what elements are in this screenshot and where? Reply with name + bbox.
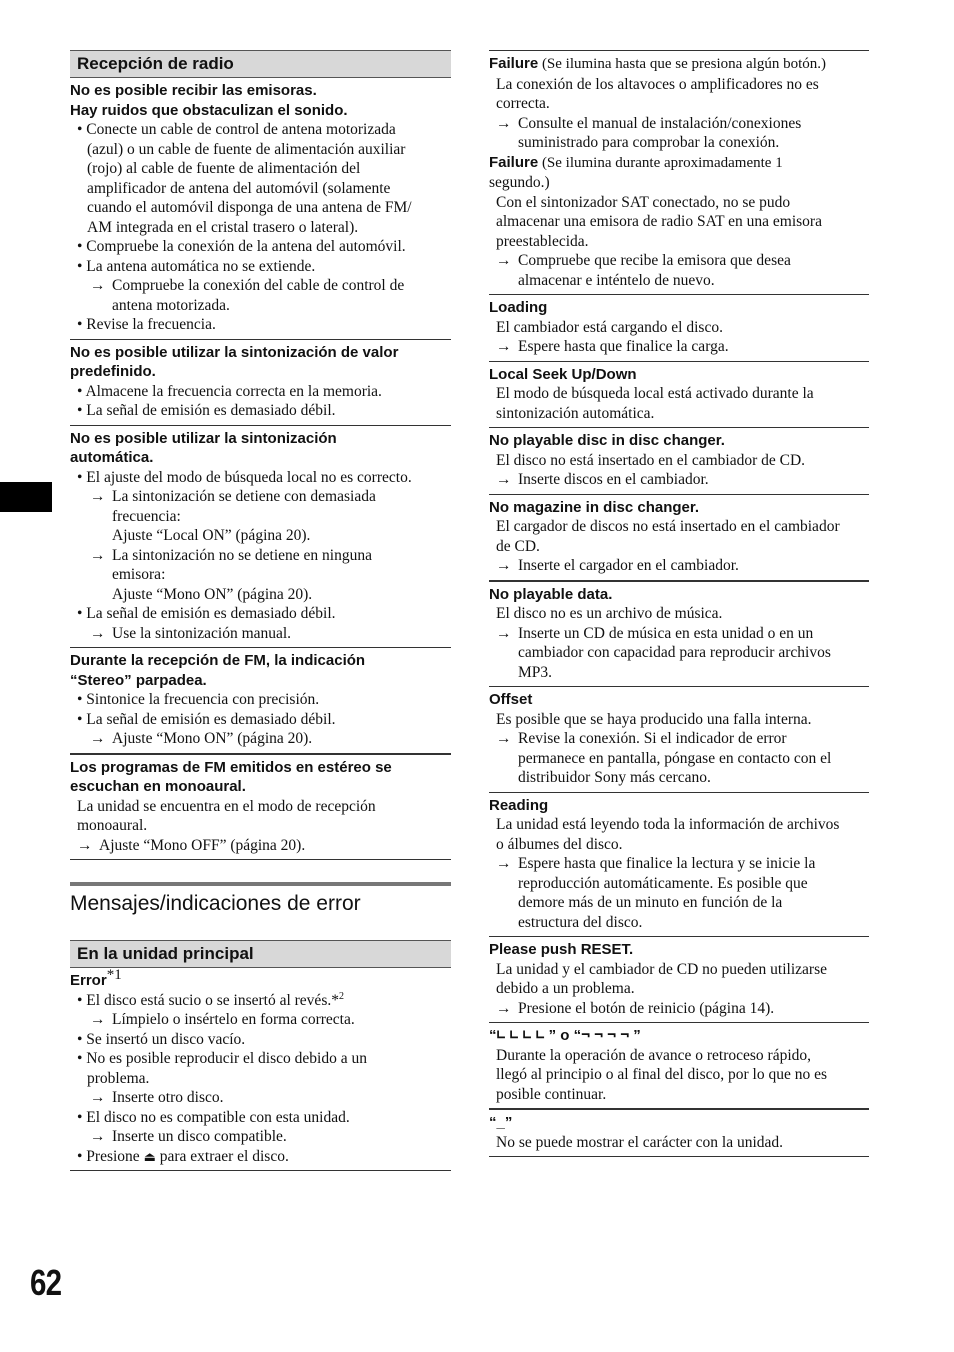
bullet-text: • Revise la frecuencia.	[77, 316, 216, 333]
block-heading: Loading	[489, 299, 548, 316]
arrow-text: → Inserte un disco compatible.	[90, 1128, 287, 1145]
text-line: La unidad está leyendo toda la información de archivos	[496, 816, 840, 833]
block-heading: “∟∟∟∟” o “¬¬¬¬”	[489, 1026, 641, 1044]
stereo-blink-block	[70, 648, 451, 754]
text-line: Ajuste “Mono ON” (página 20).	[112, 585, 313, 603]
mono-block	[70, 754, 451, 861]
local-seek-block	[489, 362, 869, 429]
text-line: frecuencia:	[112, 507, 181, 525]
text-line: cambiador con capacidad para reproducir archivos	[518, 644, 831, 661]
text-line: La unidad se encuentra en el modo de recepción	[77, 797, 376, 815]
errors-section-title: Mensajes/indicaciones de error	[70, 882, 451, 918]
page-number: 62	[30, 1262, 62, 1303]
arrow-text: → Compruebe que recibe la emisora que desea	[496, 252, 791, 269]
text-line: No se puede mostrar el carácter con la unidad.	[496, 1133, 784, 1151]
arrow-text: → Inserte el cargador en el cambiador.	[496, 557, 739, 574]
arrow-icon: →	[496, 471, 512, 488]
bullet-text: • La señal de emisión es demasiado débil.	[77, 605, 336, 622]
text-line: estructura del disco.	[518, 913, 643, 931]
no-magazine-block	[489, 495, 869, 581]
arrow-icon: →	[496, 730, 512, 747]
arrow-icon: →	[496, 557, 512, 574]
no-stations-block	[70, 78, 451, 340]
block-heading: Failure (Se ilumina hasta que se presiona algún botón.)	[489, 55, 827, 72]
block-heading: No magazine in disc changer.	[489, 498, 700, 516]
text-line: cuando el automóvil disponga de una antena de FM/	[87, 199, 412, 216]
text-line: permanece en pantalla, póngase en contacto con el	[518, 749, 832, 767]
text-line: posible continuar.	[496, 1085, 607, 1103]
bullet-text: • La antena automática no se extiende.	[77, 257, 316, 275]
bullet-text: • No es posible reproducir el disco debido a un	[77, 1050, 367, 1067]
eject-icon: ⏏	[143, 1148, 156, 1164]
text-line: sintonización automática.	[496, 404, 655, 422]
block-heading: No es posible utilizar la sintonización	[70, 429, 337, 447]
text-line: (rojo) al cable de fuente de alimentación del	[87, 160, 361, 177]
bullet-text: • Compruebe la conexión de la antena del automóvil.	[77, 238, 406, 255]
offset-block	[489, 687, 869, 793]
text-line: Ajuste “Local ON” (página 20).	[112, 527, 311, 544]
text-line: El disco no es un archivo de música.	[496, 605, 723, 622]
arrow-text: → Ajuste “Mono OFF” (página 20).	[77, 836, 306, 854]
block-heading: “_”	[489, 1114, 513, 1131]
auto-tuning-block	[70, 426, 451, 649]
block-heading: Los programas de FM emitidos en estéreo se	[70, 758, 392, 776]
arrow-text: → Revise la conexión. Si el indicador de error	[496, 730, 787, 747]
block-heading: No es posible utilizar la sintonización de valor	[70, 343, 399, 361]
segment-display-high: ¬¬¬¬	[581, 1026, 634, 1044]
arrow-icon: →	[90, 1089, 106, 1106]
block-heading: Durante la recepción de FM, la indicación	[70, 652, 366, 669]
reading-block	[489, 793, 869, 938]
bullet-text: • Presione ⏏ para extraer el disco.	[77, 1147, 289, 1165]
arrow-icon: →	[90, 546, 106, 564]
bullet-text: • El disco no es compatible con esta unidad.	[77, 1108, 350, 1126]
arrow-icon: →	[90, 624, 106, 642]
arrow-text: → Inserte un CD de música en esta unidad o en un	[496, 624, 814, 642]
block-heading: No playable disc in disc changer.	[489, 432, 725, 449]
arrow-text: → Espere hasta que finalice la carga.	[496, 338, 729, 355]
block-heading: “Stereo” parpadea.	[70, 671, 207, 689]
text-line: amplificador de antena del automóvil (solamente	[87, 179, 391, 197]
error-block	[70, 968, 451, 1171]
text-line: debido a un problema.	[496, 980, 635, 997]
text-line: (azul) o un cable de fuente de alimentación auxiliar	[87, 140, 406, 158]
text-line: Durante la operación de avance o retroceso rápido,	[496, 1046, 812, 1064]
arrow-text: → Compruebe la conexión del cable de control de	[90, 277, 405, 294]
text-line: demore más de un minuto en función de la	[518, 894, 783, 911]
please-reset-block	[489, 937, 869, 1023]
block-heading: Hay ruidos que obstaculizan el sonido.	[70, 101, 348, 119]
text-line: distribuidor Sony más cercano.	[518, 769, 711, 786]
bullet-text: • Conecte un cable de control de antena motorizada	[77, 121, 396, 138]
text-line: Con el sintonizador SAT conectado, no se pudo	[496, 193, 791, 211]
arrow-text: → Inserte discos en el cambiador.	[496, 471, 709, 488]
block-heading: Reading	[489, 796, 549, 814]
unprintable-char-block	[489, 1109, 869, 1157]
text-line: La unidad y el cambiador de CD no pueden utilizarse	[496, 960, 827, 978]
text-line: AM integrada en el cristal trasero o lateral).	[87, 218, 359, 236]
block-heading: Failure (Se ilumina durante aproximadamente 1	[489, 153, 783, 171]
text-line: antena motorizada.	[112, 296, 230, 314]
failure-block-1	[489, 50, 869, 295]
arrow-icon: →	[496, 114, 512, 132]
text-line: MP3.	[518, 663, 553, 681]
text-line: emisora:	[112, 566, 166, 583]
arrow-text: → La sintonización no se detiene en ninguna	[90, 546, 372, 564]
block-heading: Error*1	[70, 967, 122, 989]
arrow-icon: →	[90, 730, 106, 747]
block-heading: predefinido.	[70, 363, 156, 380]
text-line: almacenar una emisora de radio SAT en una emisora	[496, 213, 822, 230]
text-line: El cargador de discos no está insertado en el cambiador	[496, 518, 840, 535]
text-line: de CD.	[496, 537, 540, 555]
arrow-icon: →	[496, 624, 512, 642]
block-heading: No playable data.	[489, 585, 613, 603]
block-heading: No es posible recibir las emisoras.	[70, 82, 317, 99]
text-line: suministrado para comprobar la conexión.	[518, 134, 780, 151]
bullet-text: • El ajuste del modo de búsqueda local no es correcto.	[77, 468, 412, 486]
text-line: El modo de búsqueda local está activado durante la	[496, 385, 814, 402]
preset-tuning-block	[70, 340, 451, 426]
arrow-text: → Consulte el manual de instalación/conexiones	[496, 114, 802, 132]
bullet-text: • La señal de emisión es demasiado débil.	[77, 710, 336, 728]
radio-section-header: Recepción de radio	[70, 50, 451, 78]
disc-end-block	[489, 1023, 869, 1109]
block-heading: escuchan en monoaural.	[70, 778, 246, 795]
text-line: correcta.	[496, 95, 550, 112]
block-heading: Local Seek Up/Down	[489, 365, 637, 383]
text-line: El cambiador está cargando el disco.	[496, 318, 723, 336]
arrow-text: → Espere hasta que finalice la lectura y se inicie la	[496, 855, 816, 872]
text-line: segundo.)	[489, 174, 550, 191]
text-line: llegó al principio o al final del disco, por lo que no es	[496, 1066, 828, 1083]
arrow-icon: →	[496, 252, 512, 269]
arrow-icon: →	[90, 1128, 106, 1145]
loading-block	[489, 295, 869, 362]
text-line: preestablecida.	[496, 232, 589, 250]
arrow-text: → La sintonización se detiene con demasiada	[90, 488, 376, 505]
arrow-icon: →	[90, 488, 106, 505]
arrow-text: → Inserte otro disco.	[90, 1089, 224, 1106]
arrow-text: → Límpielo o insértelo en forma correcta.	[90, 1011, 355, 1028]
text-line: o álbumes del disco.	[496, 835, 623, 853]
arrow-icon: →	[496, 855, 512, 872]
left-column	[70, 50, 451, 1171]
no-playable-data-block	[489, 581, 869, 688]
block-heading: Please push RESET.	[489, 941, 634, 958]
bullet-text: • Se insertó un disco vacío.	[77, 1030, 246, 1048]
arrow-icon: →	[496, 999, 512, 1017]
arrow-text: → Presione el botón de reinicio (página 14).	[496, 999, 775, 1017]
text-line: Es posible que se haya producido una falla interna.	[496, 710, 812, 728]
arrow-icon: →	[90, 277, 106, 294]
block-heading: Offset	[489, 691, 533, 708]
bullet-text: • La señal de emisión es demasiado débil.	[77, 402, 336, 419]
text-line: reproducción automáticamente. Es posible que	[518, 874, 808, 892]
text-line: almacenar e inténtelo de nuevo.	[518, 271, 715, 289]
section-tab-marker	[0, 482, 52, 512]
bullet-text: • El disco está sucio o se insertó al revés.*$^2$	[77, 990, 344, 1009]
text-line: El disco no está insertado en el cambiador de CD.	[496, 451, 806, 469]
block-heading: automática.	[70, 449, 154, 466]
no-playable-disc-block	[489, 428, 869, 495]
arrow-text: → Use la sintonización manual.	[90, 624, 292, 642]
text-line: monoaural.	[77, 817, 148, 834]
main-unit-header: En la unidad principal	[70, 940, 451, 968]
text-line: La conexión de los altavoces o amplificadores no es	[496, 75, 819, 93]
text-line: problema.	[87, 1069, 150, 1087]
bullet-text: • Sintonice la frecuencia con precisión.	[77, 691, 320, 708]
arrow-icon: →	[496, 338, 512, 355]
right-column	[489, 50, 869, 1157]
arrow-text: → Ajuste “Mono ON” (página 20).	[90, 730, 313, 747]
segment-display-low: ∟∟∟∟	[496, 1026, 549, 1044]
bullet-text: • Almacene la frecuencia correcta en la memoria.	[77, 382, 382, 400]
arrow-icon: →	[77, 836, 93, 854]
arrow-icon: →	[90, 1011, 106, 1028]
